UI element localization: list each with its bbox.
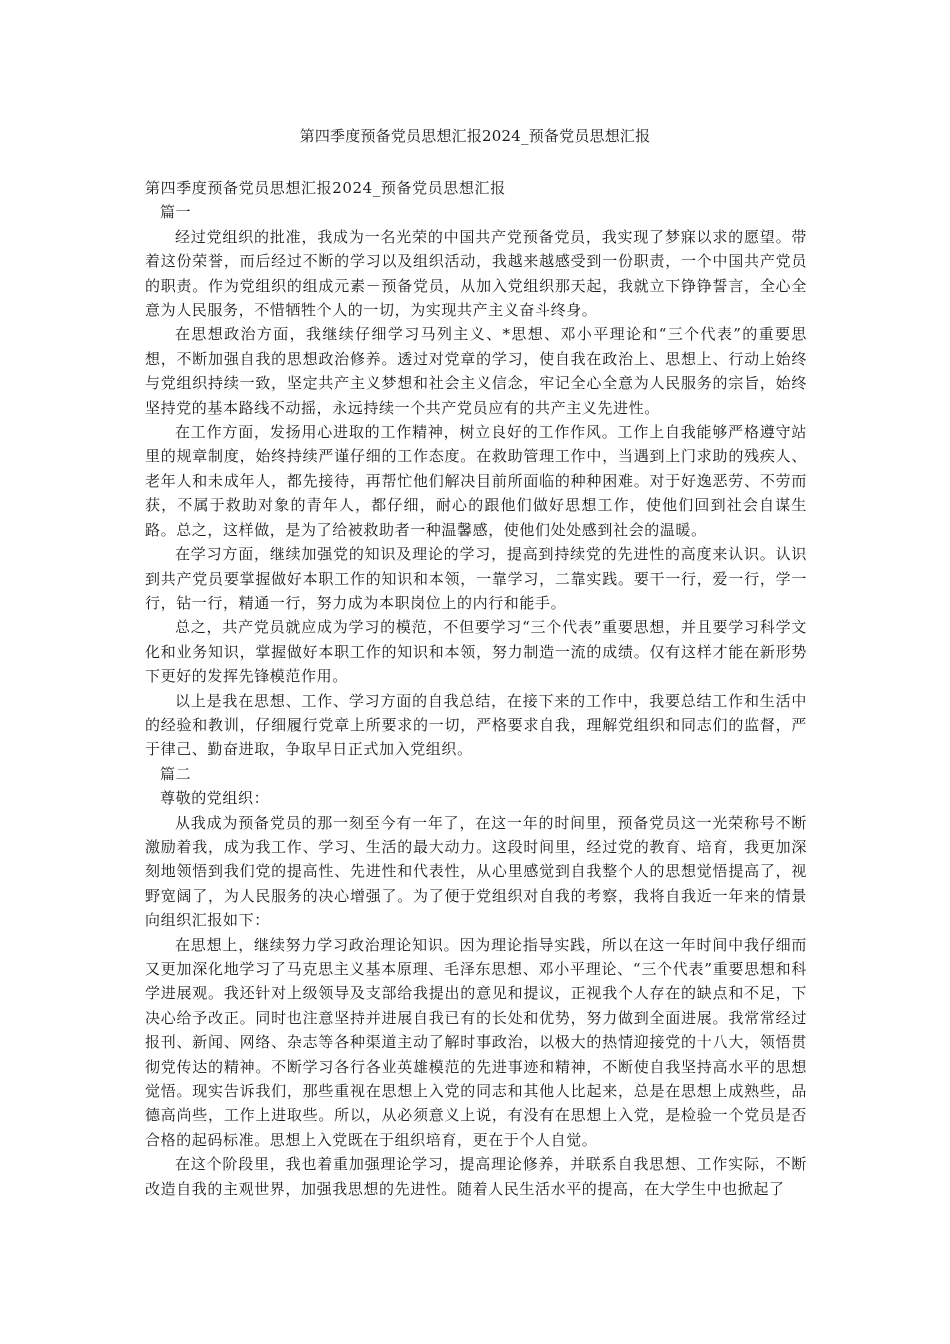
paragraph: 在学习方面，继续加强党的知识及理论的学习，提高到持续党的先进性的高度来认识。认识到共产党员要掌握做好本职工作的知识和本领，一靠学习，二靠实践。要干一行，爱一行，学一行，钻一行，精通一行，努力成为本职岗位上的内行和能手。 xyxy=(145,545,807,612)
paragraph: 从我成为预备党员的那一刻至今有一年了，在这一年的时间里，预备党员这一光荣称号不断激励着我，成为我工作、学习、生活的最大动力。这段时间里，经过党的教育、培育，我更加深刻地领悟到我们党的提高性、先进性和代表性，从心里感觉到自我整个人的思想觉悟提高了，视野宽阔了，为人民服务的决心增强了。为了便于党组织对自我的考察，我将自我近一年来的情景向组织汇报如下： xyxy=(145,813,807,930)
greeting: 尊敬的党组织： xyxy=(160,789,270,808)
document-subtitle: 第四季度预备党员思想汇报2024_预备党员思想汇报 xyxy=(145,179,506,197)
paragraph: 以上是我在思想、工作、学习方面的自我总结，在接下来的工作中，我要总结工作和生活中的经验和教训，仔细履行党章上所要求的一切，严格要求自我，理解党组织和同志们的监督，严于律己、勤奋进取，争取早日正式加入党组织。 xyxy=(145,691,807,759)
section-label: 篇一 xyxy=(160,203,192,222)
paragraph: 总之，共产党员就应成为学习的模范，不但要学习“三个代表”重要思想，并且要学习科学文化和业务知识，掌握做好本职工作的知识和本领，努力制造一流的成绩。仅有这样才能在新形势下更好的发挥先锋模范作用。 xyxy=(145,618,807,686)
paragraph: 在工作方面，发扬用心进取的工作精神，树立良好的工作作风。工作上自我能够严格遵守站里的规章制度，始终持续严谨仔细的工作态度。在救助管理工作中，当遇到上门求助的残疾人、老年人和未成年人，都先接待，再帮忙他们解决目前所面临的种种困难。对于好逸恶劳、不劳而获，不属于救助对象的青年人，都仔细，耐心的跟他们做好思想工作，使他们回到社会自谋生路。总之，这样做，是为了给被救助者一种温馨感，使他们处处感到社会的温暖。 xyxy=(145,423,807,539)
document-title: 第四季度预备党员思想汇报2024_预备党员思想汇报 xyxy=(299,127,651,145)
document-body xyxy=(145,176,807,1201)
paragraph: 在思想政治方面，我继续仔细学习马列主义、*思想、邓小平理论和“三个代表”的重要思想，不断加强自我的思想政治修养。透过对党章的学习，使自我在政治上、思想上、行动上始终与党组织持续一致，坚定共产主义梦想和社会主义信念，牢记全心全意为人民服务的宗旨，始终坚持党的基本路线不动摇，永远持续一个共产党员应有的共产主义先进性。 xyxy=(145,325,807,417)
paragraph: 在思想上，继续努力学习政治理论知识。因为理论指导实践，所以在这一年时间中我仔细而又更加深化地学习了马克思主义基本原理、毛泽东思想、邓小平理论、“三个代表”重要思想和科学进展观。我还针对上级领导及支部给我提出的意见和提议，正视我个人存在的缺点和不足，下决心给予改正。同时也注意坚持并进展自我已有的长处和优势，努力做到全面进展。我常常经过报刊、新闻、网络、杂志等各种渠道主动了解时事政治，以极大的热情迎接党的十八大，领悟贯彻党传达的精神。不断学习各行各业英雄模范的先进事迹和精神，不断使自我坚持高水平的思想觉悟。现实告诉我们，那些重视在思想上入党的同志和其他人比起来，总是在思想上成熟些，品德高尚些，工作上进取些。所以，从必须意义上说，有没有在思想上入党，是检验一个党员是否合格的起码标准。思想上入党既在于组织培育，更在于个人自觉。 xyxy=(145,935,807,1149)
paragraph: 经过党组织的批准，我成为一名光荣的中国共产党预备党员，我实现了梦寐以求的愿望。带着这份荣誉，而后经过不断的学习以及组织活动，我越来越感受到一份职责，一个中国共产党员的职责。作为党组织的组成元素－预备党员，从加入党组织那天起，我就立下铮铮誓言，全心全意为人民服务，不惜牺牲个人的一切，为实现共产主义奋斗终身。 xyxy=(145,227,807,320)
section-label: 篇二 xyxy=(160,764,192,783)
paragraph: 在这个阶段里，我也着重加强理论学习，提高理论修养，并联系自我思想、工作实际，不断改造自我的主观世界，加强我思想的先进性。随着人民生活水平的提高，在大学生中也掀起了 xyxy=(145,1155,807,1198)
